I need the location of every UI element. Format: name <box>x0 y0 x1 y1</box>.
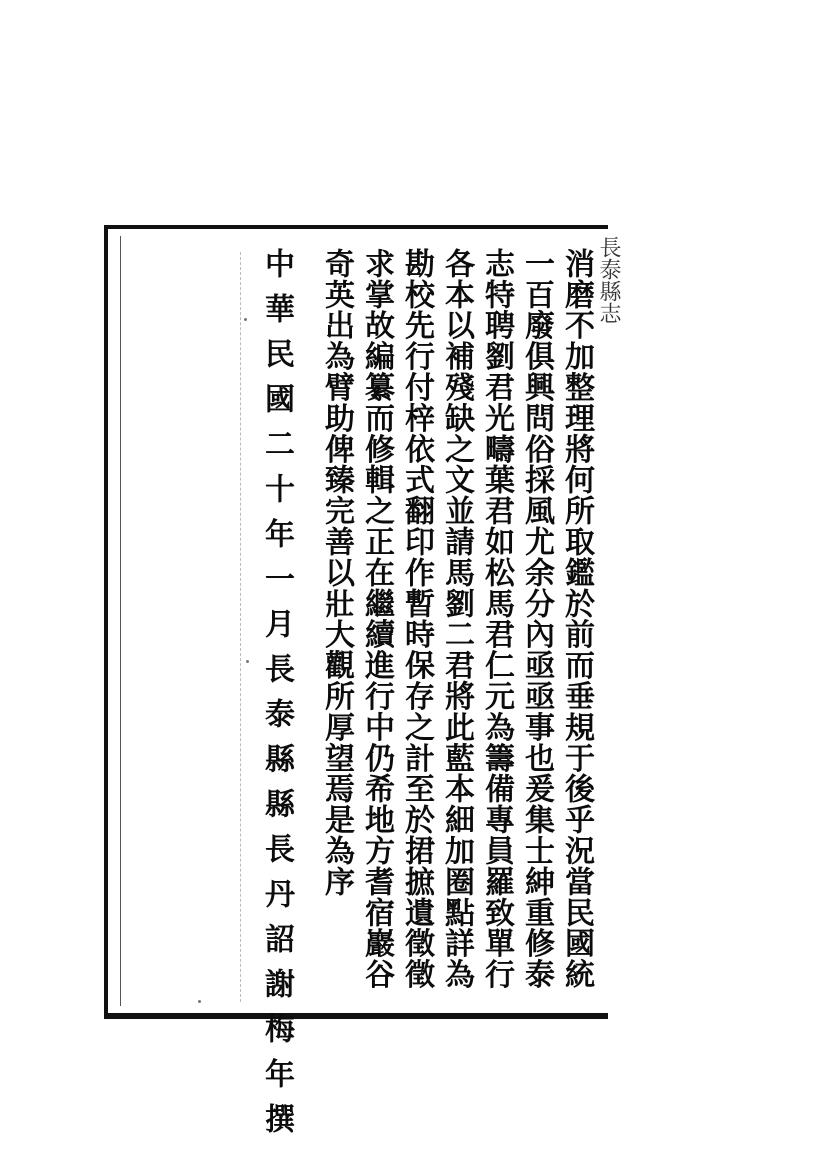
text-column-7: 奇英出為臂助俾臻完善以壯大觀所厚望焉是為序 <box>319 248 354 897</box>
text-column-4: 各本以補殘缺之文並請馬劉二君將此藍本細加圈點詳為 <box>439 248 474 990</box>
ink-speck <box>198 1000 201 1003</box>
text-column-3: 志特聘劉君光疇葉君如松馬君仁元為籌備專員羅致單行 <box>479 248 514 990</box>
date-signature-column: 中華民國二十年一月長泰縣縣長丹詔謝梅年撰 <box>259 248 294 1148</box>
ink-speck <box>244 318 247 321</box>
ink-speck <box>246 660 249 663</box>
text-column-2: 一百廢俱興問俗採風尤余分內亟亟事也爰集士紳重修泰 <box>519 248 554 990</box>
inner-margin-rule <box>120 236 121 1006</box>
column-guide-line <box>240 252 241 1002</box>
text-column-5: 勘校先行付梓依式翻印作暫時保存之計至於捃摭遺徵徵 <box>399 248 434 990</box>
text-column-6: 求掌故編纂而修輯之正在繼續進行中仍希地方耆宿巖谷 <box>359 248 394 990</box>
margin-title: 長泰縣志 <box>596 236 621 324</box>
text-column-1: 消磨不加整理將何所取鑑於前而垂規于後乎況當民國統 <box>559 248 594 990</box>
